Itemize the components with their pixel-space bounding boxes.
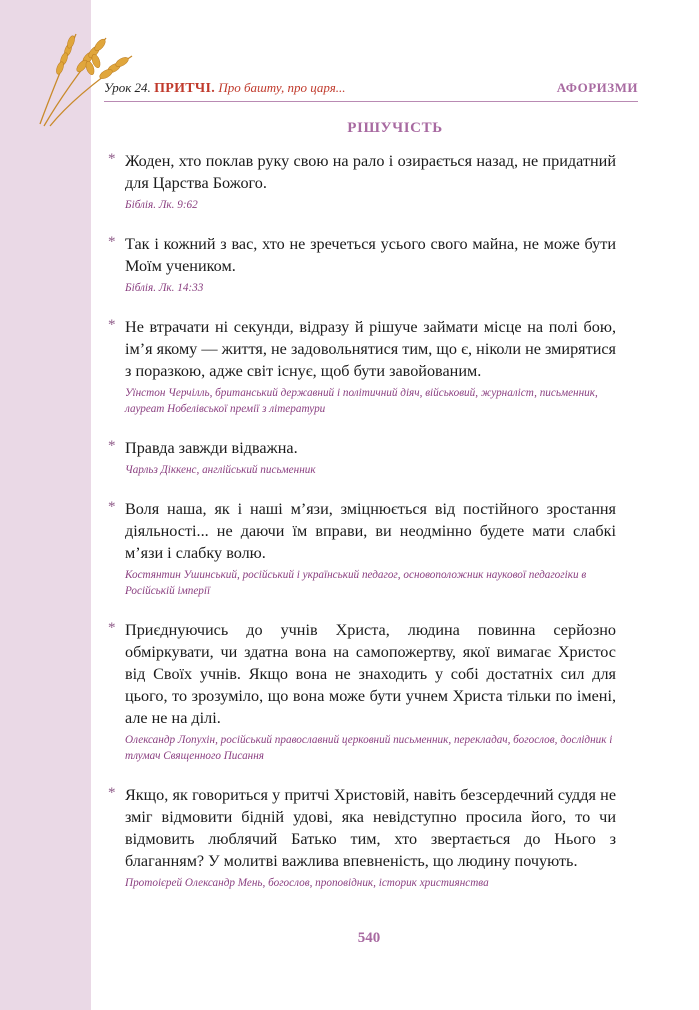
bullet-icon: *	[108, 234, 116, 250]
quote-source: Протоієрей Олександр Мень, богослов, проповідник, історик християнства	[125, 877, 489, 889]
quote-source: Біблія. Лк. 14:33	[125, 282, 204, 294]
bullet-icon: *	[108, 151, 116, 167]
bullet-icon: *	[108, 785, 116, 801]
bullet-icon: *	[108, 438, 116, 454]
bullet-icon: *	[108, 317, 116, 333]
quote-text: Приєднуючись до учнів Христа, людина повинна серйозно обміркувати, чи здатна вона на самопожертву, якої вимагає Христос від Своїх учнів. Якщо вона не знаходить у собі достатніх сил для цього, то зрозуміло, що вона може бути учнем Христа тільки по імені, але не на ділі.	[125, 621, 616, 727]
lesson-heading	[104, 80, 346, 97]
page-sidebar	[0, 0, 91, 1010]
wheat-icon	[36, 28, 146, 128]
quote-source: Костянтин Ушинський, російський і український педагог, основоположник наукової педагогіки в Російській імперії	[125, 569, 587, 597]
quote-text: Воля наша, як і наші м’язи, зміцнюється від постійного зростання діяльності... не даючи їм вправи, ви неодмінно будете мати слабкі м’язи і слабку волю.	[125, 500, 616, 562]
lesson-topic: ПРИТЧІ.	[154, 81, 216, 96]
page-number: 540	[357, 930, 381, 946]
lesson-subtitle: Про башту, про царя...	[218, 80, 346, 95]
quote-text: Якщо, як говориться у притчі Христовій, навіть безсердечний суддя не зміг відмовити бідній удові, яка невідступно просила його, то чи відмовить люблячий Батько тим, хто звертається до Нього з благанням? У молитві важлива впевненість, що людину почують.	[125, 786, 616, 870]
header-divider	[104, 101, 638, 102]
quote-item	[104, 316, 616, 417]
quote-text: Жоден, хто поклав руку свою на рало і озирається назад, не придатний для Царства Божого.	[125, 152, 616, 192]
quote-item	[104, 619, 616, 764]
quote-text: Не втрачати ні секунди, відразу й рішуче займати місце на полі бою, ім’я якому — життя, не задовольнятися тим, що є, ніколи не змирятися з поразкою, адже світ існує, щоб бути завойованим.	[125, 318, 616, 380]
bullet-icon: *	[108, 620, 116, 636]
quote-item	[104, 498, 616, 599]
quote-source: Уїнстон Черчілль, британський державний і політичний діяч, військовий, журналіст, письменник, лауреат Нобелівської премії з літератури	[125, 387, 598, 415]
quote-text: Так і кожний з вас, хто не зречеться усього свого майна, не може бути Моїм учеником.	[125, 235, 616, 275]
quote-list	[104, 150, 616, 891]
quote-source: Біблія. Лк. 9:62	[125, 199, 198, 211]
quote-item	[104, 437, 616, 478]
quote-text: Правда завжди відважна.	[125, 439, 298, 457]
lesson-number: Урок 24.	[104, 80, 151, 95]
quote-item	[104, 150, 616, 213]
quote-source: Чарльз Діккенс, англійський письменник	[125, 464, 316, 476]
section-label: АФОРИЗМИ	[556, 80, 638, 95]
section-title: РІШУЧІСТЬ	[347, 120, 443, 136]
bullet-icon: *	[108, 499, 116, 515]
quote-source: Олександр Лопухін, російський православний церковний письменник, перекладач, богослов, дослідник і тлумач Священного Писання	[125, 734, 613, 762]
quote-item	[104, 233, 616, 296]
quote-item	[104, 784, 616, 891]
page-header	[104, 80, 638, 100]
